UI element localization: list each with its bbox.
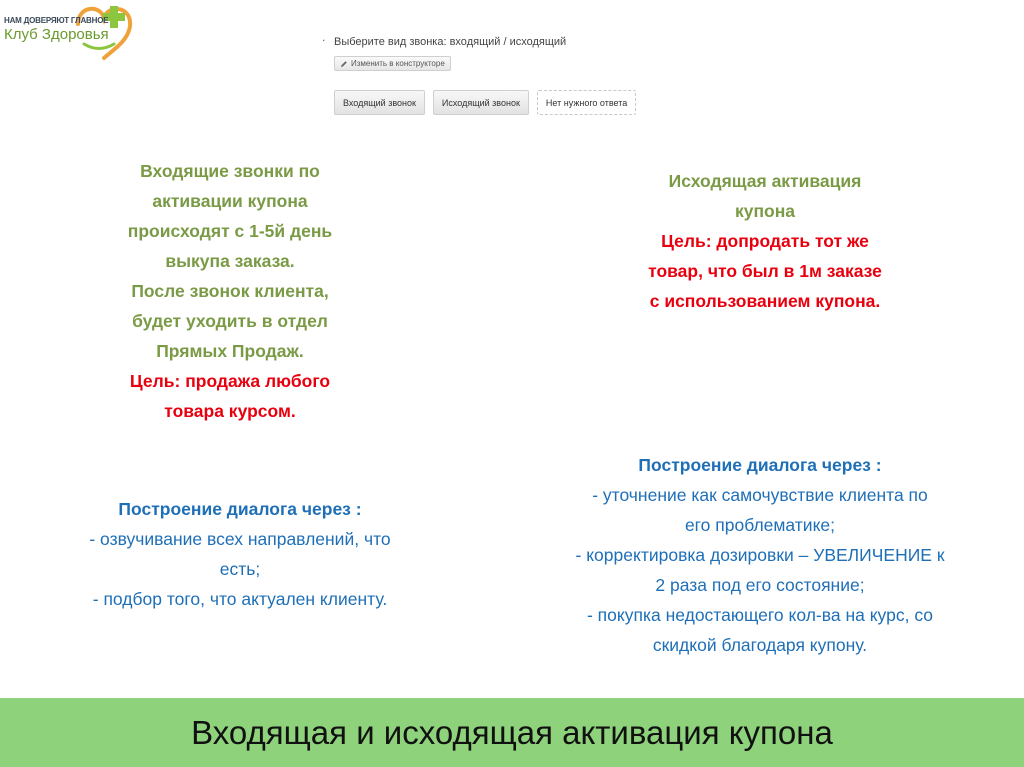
outgoing-dialog-line: его проблематике; — [684, 515, 836, 535]
incoming-dialog-line: - озвучивание всех направлений, что — [89, 529, 391, 549]
incoming-dialog-line: - подбор того, что актуален клиенту. — [92, 589, 388, 609]
call-type-buttons — [334, 90, 636, 115]
incoming-line: происходят с 1-5й день — [127, 221, 333, 241]
incoming-goal-line: Цель: продажа любого — [129, 371, 331, 391]
outgoing-dialog-line: - покупка недостающего кол-ва на курс, со — [586, 605, 933, 625]
incoming-line: Прямых Продаж. — [156, 341, 304, 361]
incoming-dialog-block — [20, 494, 460, 614]
slide-title: Входящая и исходящая активация купона — [191, 714, 833, 751]
outgoing-dialog-title: Построение диалога через : — [638, 455, 882, 475]
incoming-activation-text — [80, 156, 380, 426]
incoming-line: активации купона — [152, 191, 308, 211]
edit-in-constructor-button[interactable] — [334, 56, 451, 71]
pencil-icon — [340, 60, 348, 68]
incoming-line: будет уходить в отдел — [132, 311, 328, 331]
incoming-goal-line: товара курсом. — [164, 401, 296, 421]
incoming-line: выкупа заказа. — [165, 251, 295, 271]
club-logo — [0, 0, 150, 64]
incoming-line: После звонок клиента, — [131, 281, 329, 301]
incoming-line: Входящие звонки по — [140, 161, 320, 181]
outgoing-dialog-line: 2 раза под его состояние; — [655, 575, 865, 595]
edit-label: Изменить в конструкторе — [351, 59, 445, 68]
logo-brand: Клуб Здоровья — [4, 26, 109, 43]
outgoing-dialog-line: - корректировка дозировки – УВЕЛИЧЕНИЕ к — [575, 545, 945, 565]
logo-tagline: НАМ ДОВЕРЯЮТ ГЛАВНОЕ — [4, 16, 109, 25]
no-answer-button[interactable]: Нет нужного ответа — [537, 90, 636, 115]
outgoing-activation-text — [590, 166, 940, 316]
outgoing-line: Исходящая активация — [668, 171, 862, 191]
outgoing-goal-line: товар, что был в 1м заказе — [648, 261, 882, 281]
outgoing-goal-line: Цель: допродать тот же — [661, 231, 869, 251]
outgoing-dialog-block — [510, 450, 1010, 660]
outgoing-dialog-line: - уточнение как самочувствие клиента по — [592, 485, 928, 505]
outgoing-line: купона — [734, 201, 796, 221]
call-type-prompt: Выберите вид звонка: входящий / исходящий — [334, 36, 567, 48]
incoming-dialog-title: Построение диалога через : — [118, 499, 362, 519]
incoming-dialog-line: есть; — [219, 559, 261, 579]
bullet-dot: . — [322, 30, 326, 44]
outgoing-goal-line: с использованием купона. — [649, 291, 881, 311]
outgoing-call-button[interactable]: Исходящий звонок — [433, 90, 529, 115]
outgoing-dialog-line: скидкой благодаря купону. — [652, 635, 868, 655]
incoming-call-button[interactable]: Входящий звонок — [334, 90, 425, 115]
